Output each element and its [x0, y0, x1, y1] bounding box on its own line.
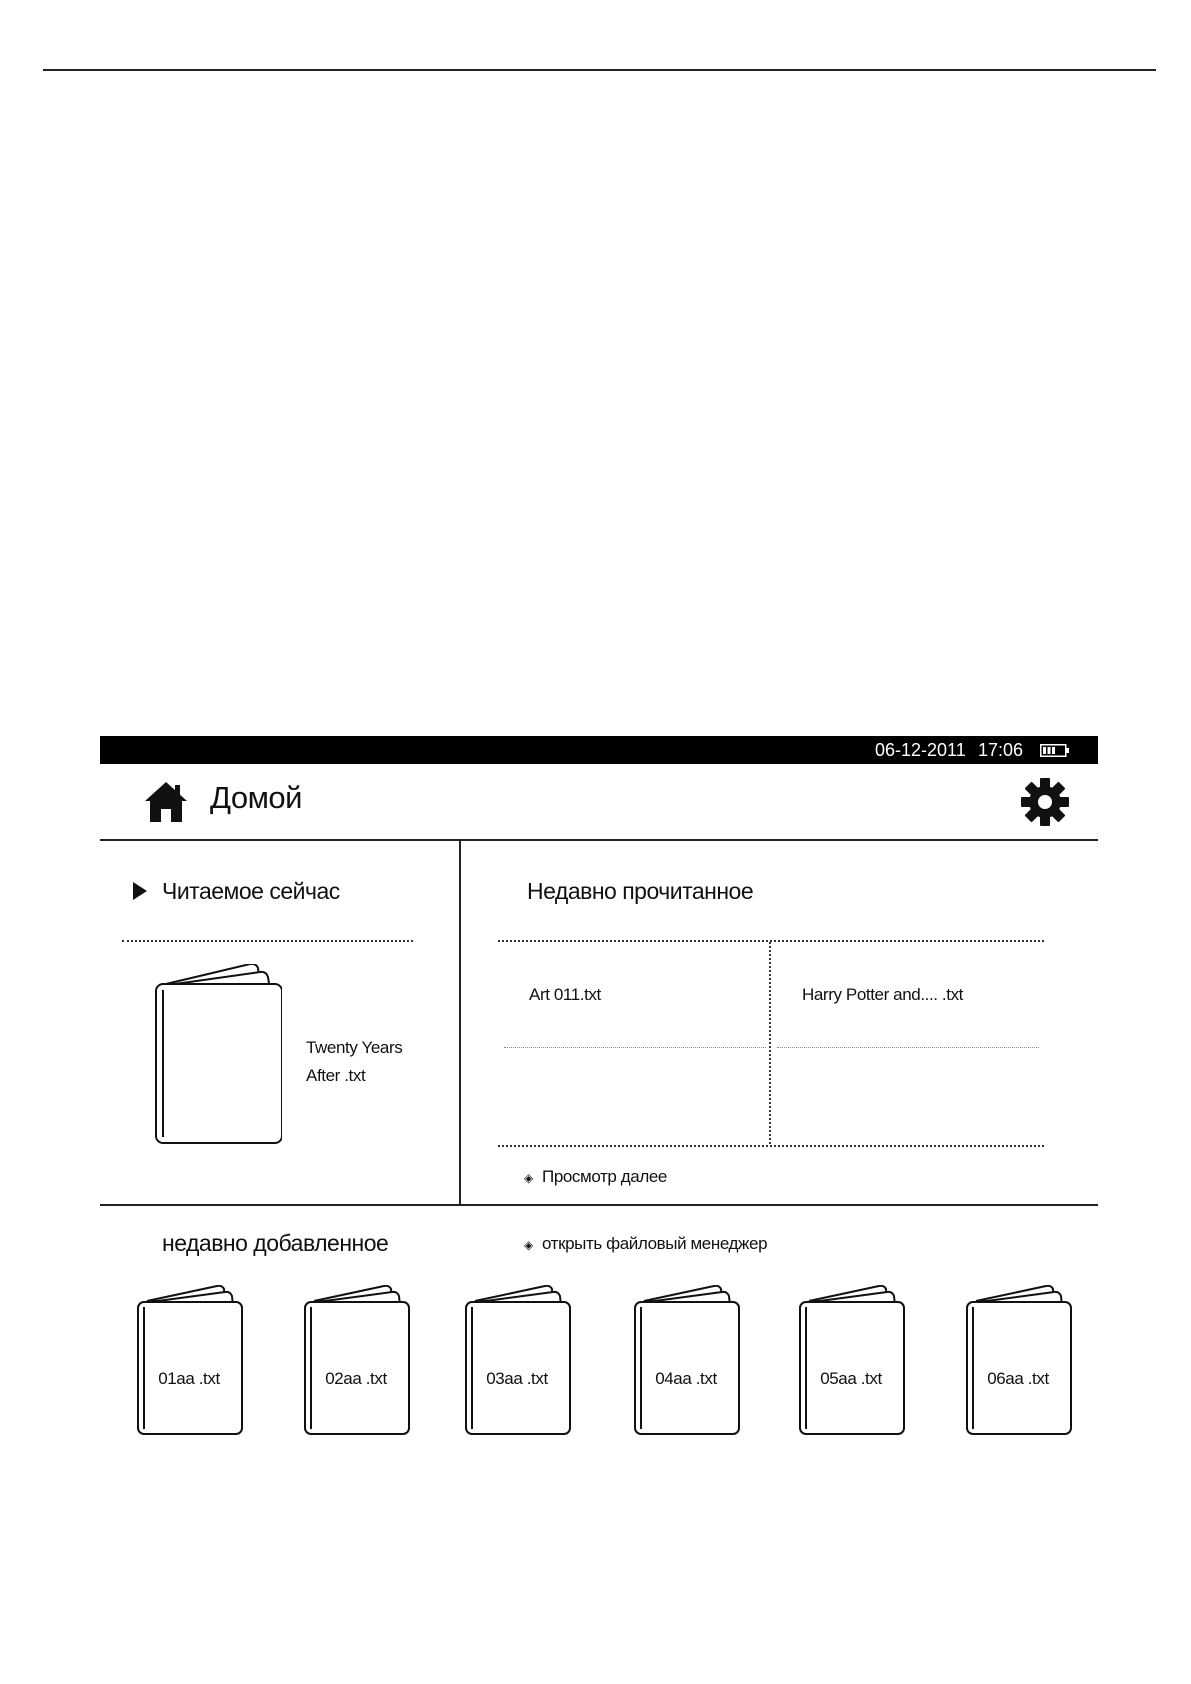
- recently-read-title: Недавно прочитанное: [527, 878, 754, 904]
- recent-item[interactable]: Harry Potter and.... .txt: [802, 985, 964, 1004]
- book-cover-icon: [463, 1285, 573, 1435]
- divider-dotted: [498, 1145, 1044, 1147]
- view-more-label: Просмотр далее: [542, 1167, 667, 1186]
- book-cover-icon: [632, 1285, 742, 1435]
- current-book-cover[interactable]: [152, 964, 282, 1144]
- panel-divider-horizontal: [100, 1204, 1098, 1206]
- current-book-title[interactable]: [306, 1034, 446, 1090]
- divider-dotted: [498, 940, 1044, 942]
- diamond-bullet-icon: ◈: [524, 1238, 533, 1252]
- book-tile-label: 01aa .txt: [158, 1369, 220, 1388]
- view-more-link[interactable]: [524, 1167, 667, 1187]
- recent-item[interactable]: Art 011.txt: [529, 985, 601, 1004]
- status-date: 06-12-2011: [875, 740, 966, 760]
- book-tile-label: 04aa .txt: [655, 1369, 717, 1388]
- page-title: Домой: [210, 780, 302, 815]
- current-book-title-line2: After .txt: [306, 1066, 366, 1085]
- book-tile-label: 03aa .txt: [486, 1369, 548, 1388]
- divider-dotted: [122, 940, 413, 942]
- book-cover-icon: [135, 1285, 245, 1435]
- book-cover-icon: [302, 1285, 412, 1435]
- file-manager-label: открыть файловый менеджер: [542, 1234, 768, 1253]
- book-tile-label: 06aa .txt: [987, 1369, 1049, 1388]
- file-manager-link[interactable]: [524, 1234, 767, 1254]
- book-tile[interactable]: [135, 1285, 245, 1435]
- book-cover-icon: [964, 1285, 1074, 1435]
- status-time: 17:06: [978, 740, 1024, 760]
- panel-divider-vertical: [459, 841, 461, 1204]
- battery-icon: [1040, 744, 1070, 757]
- divider-dotted-vertical: [769, 942, 771, 1144]
- current-book-title-line1: Twenty Years: [306, 1038, 403, 1057]
- status-bar: [100, 736, 1098, 764]
- header: [100, 764, 1098, 841]
- gear-icon[interactable]: [1020, 777, 1070, 827]
- reader-home-screen: [100, 736, 1098, 1448]
- row-separator: [504, 1047, 766, 1048]
- book-tile[interactable]: [797, 1285, 907, 1435]
- book-tile-label: 05aa .txt: [820, 1369, 882, 1388]
- home-icon[interactable]: [144, 781, 188, 823]
- book-tile[interactable]: [964, 1285, 1074, 1435]
- book-tile[interactable]: [302, 1285, 412, 1435]
- book-cover-icon: [797, 1285, 907, 1435]
- book-tile-label: 02aa .txt: [325, 1369, 387, 1388]
- book-tile[interactable]: [632, 1285, 742, 1435]
- book-tile[interactable]: [463, 1285, 573, 1435]
- recently-added-title: недавно добавленное: [162, 1230, 389, 1256]
- page-top-rule: [43, 69, 1156, 71]
- play-icon[interactable]: [132, 881, 148, 901]
- reading-now-label[interactable]: Читаемое сейчас: [162, 878, 340, 904]
- row-separator: [777, 1047, 1039, 1048]
- diamond-bullet-icon: ◈: [524, 1171, 533, 1185]
